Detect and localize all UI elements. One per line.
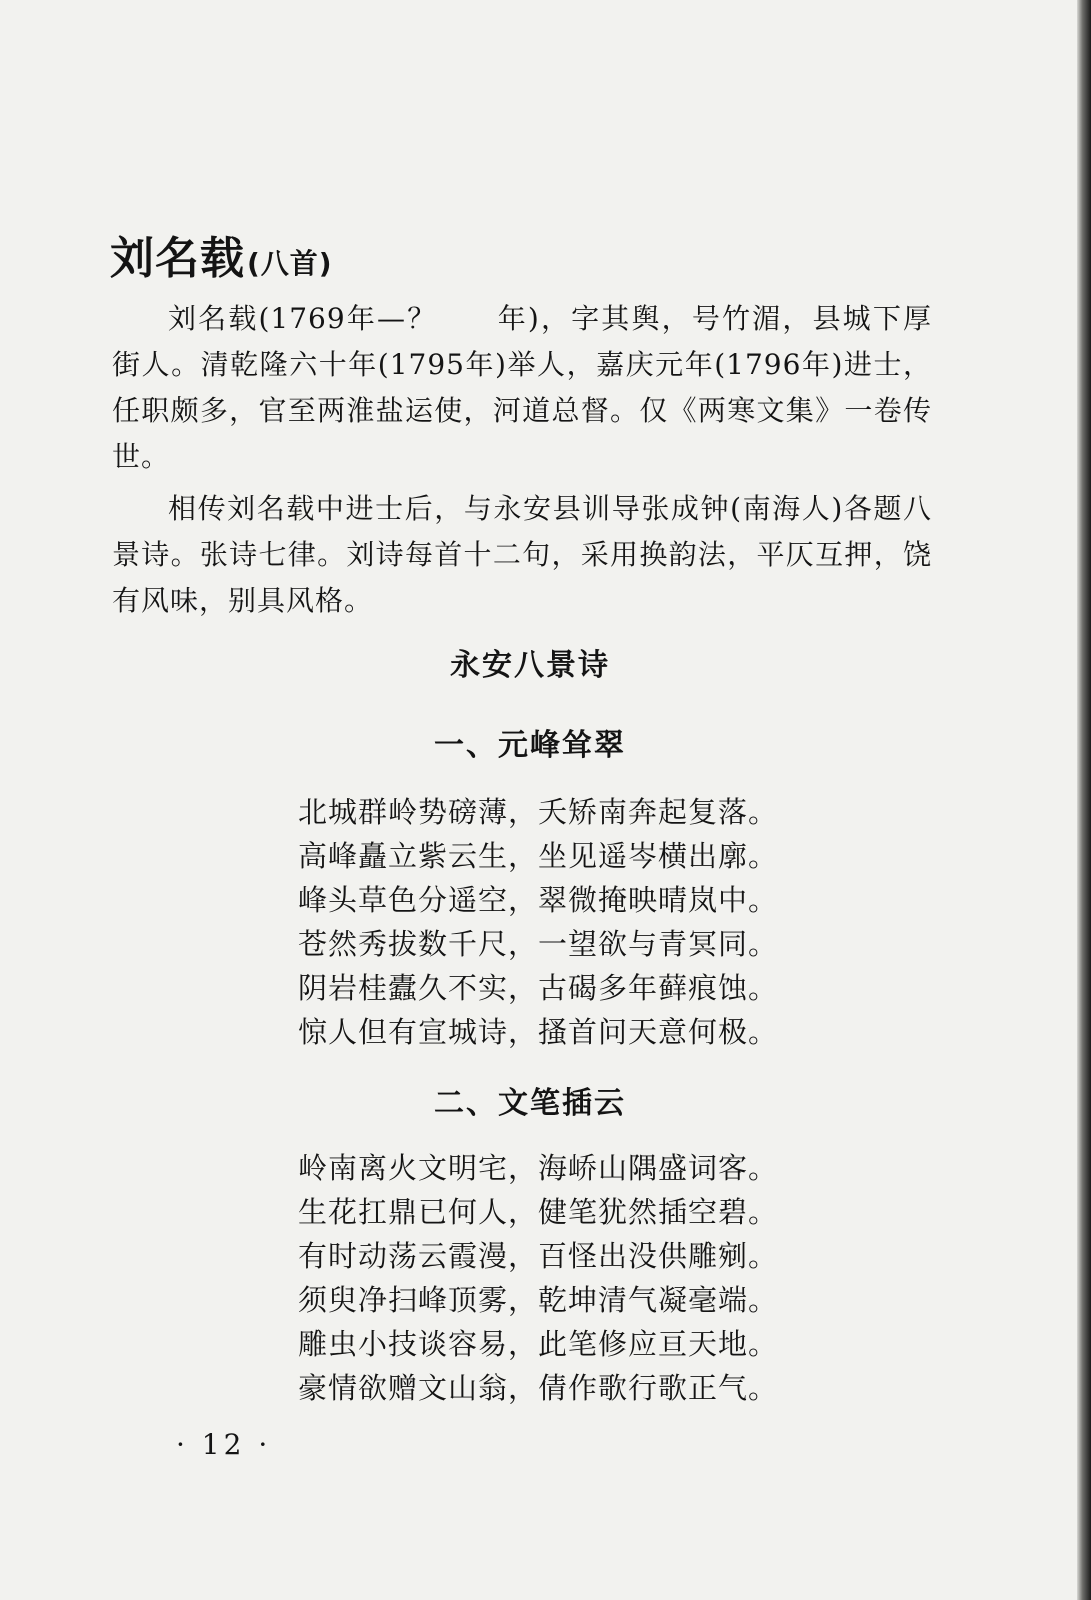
poem-1 [298,790,778,1054]
poem-line: 阴岩桂蠹久不实，古碣多年藓痕蚀。 [298,971,779,1005]
bio-paragraph-1: 刘名载(1769年—？ 年)，字其舆，号竹湄，县城下厚街人。清乾隆六十年(1795年)举人，嘉庆元年(1796年)进士，任职颇多，官至两淮盐运使，河道总督。仅《两寒文集》一卷传世。 [112,302,932,473]
poem-line: 北城群岭势磅薄，夭矫南奔起复落。 [298,795,779,829]
poem-count: (八首) [247,247,333,280]
poem-line: 须臾净扫峰顶雾，乾坤清气凝毫端。 [298,1283,779,1317]
bio-paragraph-2: 相传刘名载中进士后，与永安县训导张成钟(南海人)各题八景诗。张诗七律。刘诗每首十二句，采用换韵法，平仄互押，饶有风味，别具风格。 [112,492,932,617]
poem-line: 峰头草色分遥空，翠微掩映晴岚中。 [298,883,779,917]
poem-line: 苍然秀拔数千尺，一望欲与青冥同。 [298,927,779,961]
poem-title-2: 二、文笔插云 [434,1086,626,1121]
poem-line: 雕虫小技谈容易，此笔修应亘天地。 [298,1327,779,1361]
author-heading [110,222,333,286]
poem-line: 惊人但有宣城诗，搔首问天意何极。 [298,1015,779,1049]
poem-line: 生花扛鼎已何人，健笔犹然插空碧。 [298,1195,779,1229]
poem-2 [298,1146,778,1410]
author-name: 刘名载 [110,233,245,284]
series-title: 永安八景诗 [450,648,610,683]
poem-line: 有时动荡云霞漫，百怪出没供雕剜。 [298,1239,779,1273]
poem-line: 岭南离火文明宅，海峤山隅盛词客。 [298,1151,779,1185]
page-number: · 12 · [176,1428,272,1461]
poem-line: 豪情欲赠文山翁，倩作歌行歌正气。 [298,1371,779,1405]
scan-edge-shadow [1077,0,1091,1600]
poem-title-1: 一、元峰耸翠 [434,728,626,763]
poem-line: 高峰矗立紫云生，坐见遥岑横出廓。 [298,839,779,873]
